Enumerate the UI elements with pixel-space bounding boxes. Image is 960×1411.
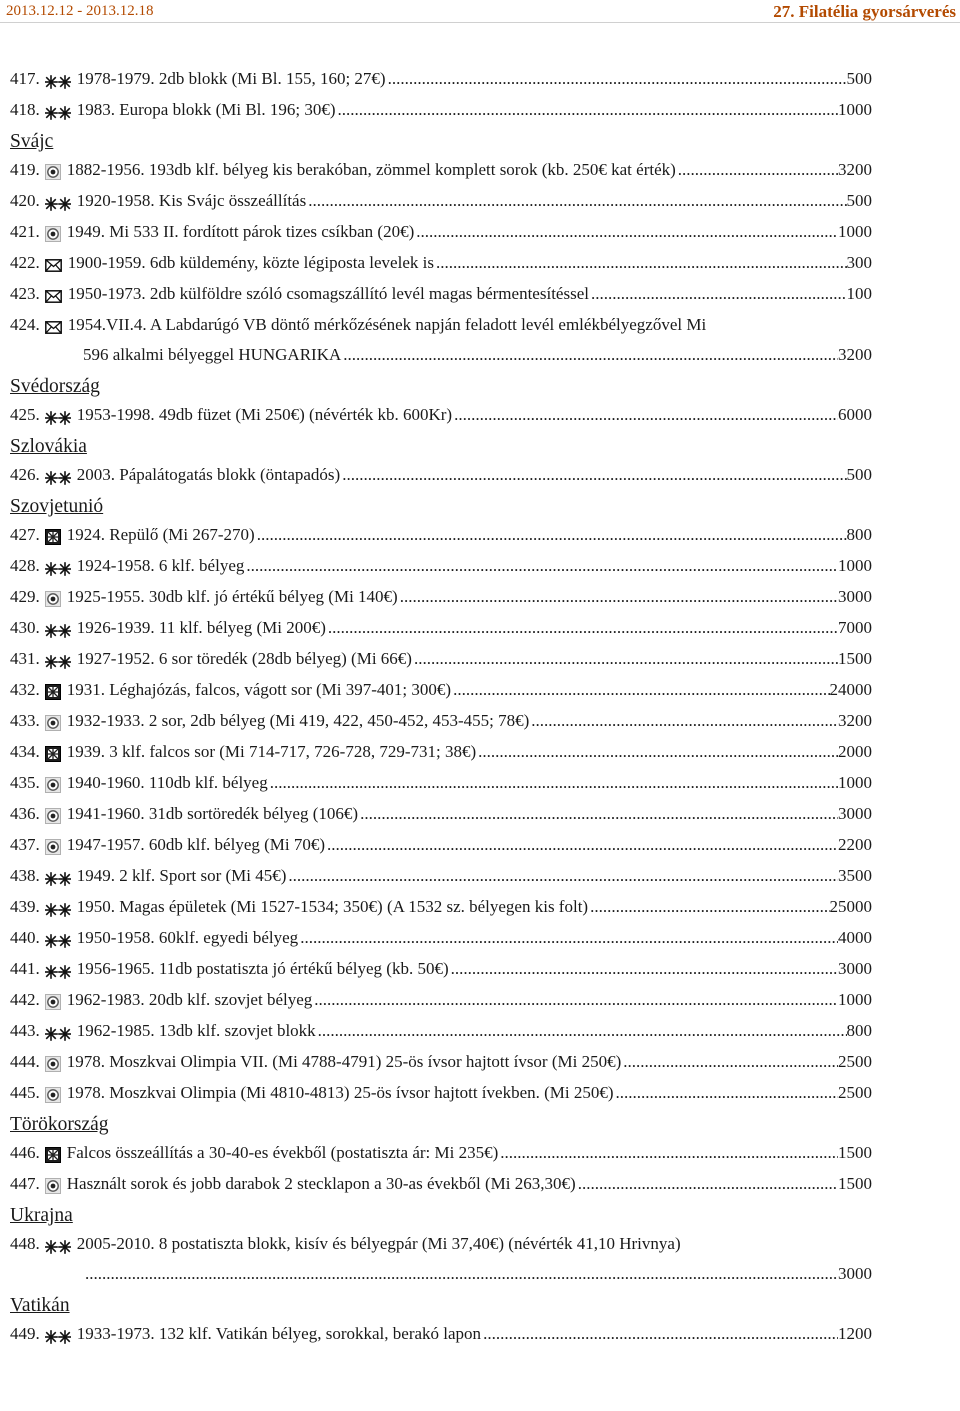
lot-number: 437. — [10, 835, 40, 854]
lot-row — [10, 773, 872, 793]
lot-description: 1953-1998. 49db füzet (Mi 250€) (névérték kb. 600Kr) — [76, 405, 453, 424]
dot-leader — [257, 525, 847, 545]
lot-description: 1925-1955. 30db klf. jó értékű bélyeg (Mi 140€) — [66, 587, 398, 606]
mint-stars-icon — [45, 1330, 71, 1344]
lot-price: 500 — [846, 465, 872, 484]
mint-stars-icon — [45, 75, 71, 89]
lot-description: Használt sorok és jobb darabok 2 stecklapon a 30-as évekből (Mi 263,30€) — [66, 1174, 576, 1193]
dot-leader — [85, 1264, 838, 1284]
lot-description: 1962-1983. 20db klf. szovjet bélyeg — [66, 990, 313, 1009]
dot-leader — [360, 804, 838, 824]
lot-row — [10, 1083, 872, 1103]
auction-title: 27. Filatélia gyorsárverés — [773, 2, 956, 21]
used-stamp-icon — [45, 1178, 61, 1194]
lot-price: 6000 — [838, 405, 872, 424]
hinged-stamp-icon — [45, 684, 61, 700]
lot-row — [10, 100, 872, 120]
lot-row — [10, 465, 872, 485]
lot-row — [10, 618, 872, 638]
dot-leader — [308, 191, 846, 211]
lot-row — [10, 405, 872, 425]
used-stamp-icon — [45, 1087, 61, 1103]
dot-leader — [500, 1143, 838, 1163]
lot-item — [10, 1052, 872, 1072]
lot-price: 500 — [846, 69, 872, 88]
lot-row — [10, 160, 872, 180]
dot-leader — [270, 773, 838, 793]
lot-description: 2005-2010. 8 postatiszta blokk, kisív és bélyegpár (Mi 37,40€) (névérték 41,10 Hrivnya) — [76, 1234, 681, 1253]
dot-leader — [483, 1324, 838, 1344]
lot-item — [10, 253, 872, 273]
auction-dates: 2013.12.12 - 2013.12.18 — [6, 3, 154, 19]
dot-leader — [314, 990, 838, 1010]
lot-price: 24000 — [829, 680, 872, 699]
lot-price: 500 — [846, 191, 872, 210]
lot-number: 430. — [10, 618, 40, 637]
lot-row — [10, 990, 872, 1010]
lot-row — [10, 556, 872, 576]
mint-stars-icon — [45, 903, 71, 917]
lot-price: 1000 — [838, 990, 872, 1009]
lot-description: 1931. Léghajózás, falcos, vágott sor (Mi 397-401; 300€) — [66, 680, 452, 699]
mint-stars-icon — [45, 1240, 71, 1254]
lot-price: 1000 — [838, 773, 872, 792]
lot-item — [10, 618, 872, 638]
lot-description-continued: 596 alkalmi bélyeggel HUNGARIKA — [83, 345, 342, 364]
hinged-stamp-icon — [45, 1147, 61, 1163]
country-heading: Svédország — [10, 376, 100, 397]
lot-price: 1500 — [838, 649, 872, 668]
dot-leader — [416, 222, 838, 242]
lot-number: 445. — [10, 1083, 40, 1102]
lot-number: 442. — [10, 990, 40, 1009]
lot-number: 421. — [10, 222, 40, 241]
used-stamp-icon — [45, 839, 61, 855]
lot-item — [10, 405, 872, 425]
lot-number: 431. — [10, 649, 40, 668]
dot-leader — [591, 284, 847, 304]
dot-leader — [300, 928, 838, 948]
lot-list — [10, 69, 872, 1355]
lot-item — [10, 1174, 872, 1194]
lot-item — [10, 680, 872, 700]
country-heading: Svájc — [10, 131, 54, 152]
lot-description: 1978-1979. 2db blokk (Mi Bl. 155, 160; 27€) — [76, 69, 386, 88]
country-heading: Szovjetunió — [10, 496, 104, 517]
hinged-stamp-icon — [45, 746, 61, 762]
dot-leader — [246, 556, 838, 576]
lot-price: 1000 — [838, 556, 872, 575]
lot-price: 3000 — [838, 587, 872, 606]
lot-item — [10, 1324, 872, 1344]
lot-item — [10, 1083, 872, 1103]
lot-row — [10, 1143, 872, 1163]
lot-row — [10, 315, 872, 335]
lot-description: 2003. Pápalátogatás blokk (öntapadós) — [76, 465, 341, 484]
lot-description: 1956-1965. 11db postatiszta jó értékű bélyeg (kb. 50€) — [76, 959, 449, 978]
lot-item — [10, 1143, 872, 1163]
mint-stars-icon — [45, 965, 71, 979]
mint-stars-icon — [45, 471, 71, 485]
lot-item — [10, 990, 872, 1010]
dot-leader — [454, 405, 838, 425]
envelope-icon — [45, 258, 62, 273]
lot-description: 1978. Moszkvai Olimpia (Mi 4810-4813) 25-ös ívsor hajtott ívekben. (Mi 250€) — [66, 1083, 614, 1102]
lot-number: 438. — [10, 866, 40, 885]
lot-row — [10, 525, 872, 545]
lot-description: 1949. 2 klf. Sport sor (Mi 45€) — [76, 866, 287, 885]
lot-number: 422. — [10, 253, 40, 272]
lot-description: 1882-1956. 193db klf. bélyeg kis berakóban, zömmel komplett sorok (kb. 250€ kat érték) — [66, 160, 676, 179]
lot-item — [10, 897, 872, 917]
envelope-icon — [45, 289, 62, 304]
lot-description: 1962-1985. 13db klf. szovjet blokk — [76, 1021, 316, 1040]
lot-row — [10, 928, 872, 948]
dot-leader — [343, 345, 838, 365]
lot-row — [10, 253, 872, 273]
lot-item — [10, 1234, 872, 1284]
lot-price: 3200 — [838, 345, 872, 364]
lot-price: 7000 — [838, 618, 872, 637]
lot-number: 429. — [10, 587, 40, 606]
lot-price: 300 — [846, 253, 872, 272]
country-heading: Vatikán — [10, 1295, 70, 1316]
mint-stars-icon — [45, 197, 71, 211]
country-heading: Szlovákia — [10, 436, 87, 457]
dot-leader — [328, 618, 838, 638]
used-stamp-icon — [45, 715, 61, 731]
lot-price: 800 — [846, 1021, 872, 1040]
lot-row — [10, 284, 872, 304]
lot-row — [10, 835, 872, 855]
dot-leader — [623, 1052, 838, 1072]
lot-number: 418. — [10, 100, 40, 119]
lot-item — [10, 711, 872, 731]
lot-item — [10, 525, 872, 545]
lot-row — [10, 711, 872, 731]
used-stamp-icon — [45, 1056, 61, 1072]
lot-description: 1954.VII.4. A Labdarúgó VB döntő mérkőzésének napján feladott levél emlékbélyegzővel Mi — [67, 315, 707, 334]
lot-price: 2500 — [838, 1083, 872, 1102]
lot-row — [10, 1234, 872, 1254]
lot-item — [10, 315, 872, 365]
mint-stars-icon — [45, 411, 71, 425]
dot-leader — [616, 1083, 838, 1103]
lot-item — [10, 835, 872, 855]
lot-item — [10, 1021, 872, 1041]
lot-item — [10, 649, 872, 669]
lot-row — [10, 866, 872, 886]
used-stamp-icon — [45, 164, 61, 180]
dot-leader — [288, 866, 838, 886]
dot-leader — [478, 742, 838, 762]
lot-description: 1940-1960. 110db klf. bélyeg — [66, 773, 268, 792]
lot-row — [10, 804, 872, 824]
lot-row — [10, 222, 872, 242]
mint-stars-icon — [45, 106, 71, 120]
lot-item — [10, 222, 872, 242]
lot-row — [10, 69, 872, 89]
used-stamp-icon — [45, 777, 61, 793]
lot-number: 428. — [10, 556, 40, 575]
lot-item — [10, 959, 872, 979]
used-stamp-icon — [45, 994, 61, 1010]
lot-description: 1983. Europa blokk (Mi Bl. 196; 30€) — [76, 100, 336, 119]
lot-item — [10, 465, 872, 485]
lot-item — [10, 773, 872, 793]
lot-row — [10, 1324, 872, 1344]
dot-leader — [678, 160, 838, 180]
mint-stars-icon — [45, 872, 71, 886]
lot-row — [10, 1174, 872, 1194]
lot-number: 417. — [10, 69, 40, 88]
mint-stars-icon — [45, 624, 71, 638]
lot-item — [10, 742, 872, 762]
lot-number: 434. — [10, 742, 40, 761]
dot-leader — [590, 897, 829, 917]
lot-description: 1950-1973. 2db külföldre szóló csomagszállító levél magas bérmentesítéssel — [67, 284, 589, 303]
lot-number: 439. — [10, 897, 40, 916]
lot-item — [10, 928, 872, 948]
lot-description: 1924-1958. 6 klf. bélyeg — [76, 556, 245, 575]
lot-item — [10, 284, 872, 304]
lot-number: 427. — [10, 525, 40, 544]
lot-row — [10, 959, 872, 979]
lot-item — [10, 69, 872, 89]
lot-row — [10, 649, 872, 669]
lot-number: 425. — [10, 405, 40, 424]
envelope-icon — [45, 320, 62, 335]
lot-description: 1941-1960. 31db sortöredék bélyeg (106€) — [66, 804, 359, 823]
page-header — [0, 0, 960, 23]
lot-number: 423. — [10, 284, 40, 303]
lot-number: 441. — [10, 959, 40, 978]
lot-price: 100 — [846, 284, 872, 303]
lot-number: 446. — [10, 1143, 40, 1162]
lot-description: 1950. Magas épületek (Mi 1527-1534; 350€) (A 1532 sz. bélyegen kis folt) — [76, 897, 589, 916]
lot-number: 424. — [10, 315, 40, 334]
lot-price: 2500 — [838, 1052, 872, 1071]
lot-number: 443. — [10, 1021, 40, 1040]
lot-price: 2200 — [838, 835, 872, 854]
country-heading: Ukrajna — [10, 1205, 73, 1226]
lot-number: 435. — [10, 773, 40, 792]
dot-leader — [327, 835, 838, 855]
hinged-stamp-icon — [45, 529, 61, 545]
lot-price: 3500 — [838, 866, 872, 885]
dot-leader — [414, 649, 838, 669]
lot-item — [10, 587, 872, 607]
lot-number: 432. — [10, 680, 40, 699]
mint-stars-icon — [45, 1027, 71, 1041]
lot-description: 1978. Moszkvai Olimpia VII. (Mi 4788-4791) 25-ös ívsor hajtott ívsor (Mi 250€) — [66, 1052, 622, 1071]
lot-price: 800 — [846, 525, 872, 544]
lot-description: 1933-1973. 132 klf. Vatikán bélyeg, sorokkal, berakó lapon — [76, 1324, 482, 1343]
dot-leader — [578, 1174, 838, 1194]
lot-number: 449. — [10, 1324, 40, 1343]
lot-row-continued — [10, 1264, 872, 1284]
lot-item — [10, 866, 872, 886]
lot-row — [10, 1021, 872, 1041]
lot-price: 4000 — [838, 928, 872, 947]
lot-number: 444. — [10, 1052, 40, 1071]
mint-stars-icon — [45, 934, 71, 948]
dot-leader — [338, 100, 838, 120]
lot-description: 1950-1958. 60klf. egyedi bélyeg — [76, 928, 299, 947]
lot-price: 1200 — [838, 1324, 872, 1343]
lot-item — [10, 804, 872, 824]
lot-number: 440. — [10, 928, 40, 947]
dot-leader — [436, 253, 847, 273]
dot-leader — [400, 587, 838, 607]
lot-row — [10, 1052, 872, 1072]
dot-leader — [318, 1021, 847, 1041]
lot-row — [10, 191, 872, 211]
used-stamp-icon — [45, 591, 61, 607]
lot-description: 1947-1957. 60db klf. bélyeg (Mi 70€) — [66, 835, 326, 854]
dot-leader — [531, 711, 838, 731]
lot-item — [10, 160, 872, 180]
lot-price: 1000 — [838, 222, 872, 241]
dot-leader — [342, 465, 846, 485]
dot-leader — [451, 959, 838, 979]
lot-description: 1924. Repülő (Mi 267-270) — [66, 525, 255, 544]
dot-leader — [388, 69, 847, 89]
lot-number: 420. — [10, 191, 40, 210]
lot-row — [10, 680, 872, 700]
lot-price: 2000 — [838, 742, 872, 761]
lot-price: 3000 — [838, 804, 872, 823]
lot-price: 1000 — [838, 100, 872, 119]
lot-price: 1500 — [838, 1143, 872, 1162]
lot-price: 1500 — [838, 1174, 872, 1193]
lot-description: 1926-1939. 11 klf. bélyeg (Mi 200€) — [76, 618, 326, 637]
lot-number: 436. — [10, 804, 40, 823]
lot-price: 25000 — [829, 897, 872, 916]
used-stamp-icon — [45, 808, 61, 824]
mint-stars-icon — [45, 655, 71, 669]
lot-number: 426. — [10, 465, 40, 484]
lot-number: 448. — [10, 1234, 40, 1253]
lot-row — [10, 587, 872, 607]
lot-price: 3000 — [838, 959, 872, 978]
dot-leader — [453, 680, 829, 700]
lot-description: 1927-1952. 6 sor töredék (28db bélyeg) (Mi 66€) — [76, 649, 412, 668]
lot-description: 1932-1933. 2 sor, 2db bélyeg (Mi 419, 422, 450-452, 453-455; 78€) — [66, 711, 530, 730]
lot-price: 3200 — [838, 711, 872, 730]
lot-item — [10, 556, 872, 576]
lot-description: 1920-1958. Kis Svájc összeállítás — [76, 191, 307, 210]
country-heading: Törökország — [10, 1114, 109, 1135]
used-stamp-icon — [45, 226, 61, 242]
lot-description: Falcos összeállítás a 30-40-es évekből (postatiszta ár: Mi 235€) — [66, 1143, 499, 1162]
lot-description: 1949. Mi 533 II. fordított párok tizes csíkban (20€) — [66, 222, 415, 241]
lot-number: 419. — [10, 160, 40, 179]
lot-item — [10, 100, 872, 120]
lot-row — [10, 897, 872, 917]
lot-number: 447. — [10, 1174, 40, 1193]
lot-description: 1900-1959. 6db küldemény, közte légiposta levelek is — [67, 253, 434, 272]
lot-row — [10, 742, 872, 762]
lot-item — [10, 191, 872, 211]
lot-price: 3000 — [838, 1264, 872, 1283]
mint-stars-icon — [45, 562, 71, 576]
lot-row-continued — [10, 345, 872, 365]
lot-price: 3200 — [838, 160, 872, 179]
lot-description: 1939. 3 klf. falcos sor (Mi 714-717, 726-728, 729-731; 38€) — [66, 742, 477, 761]
lot-number: 433. — [10, 711, 40, 730]
